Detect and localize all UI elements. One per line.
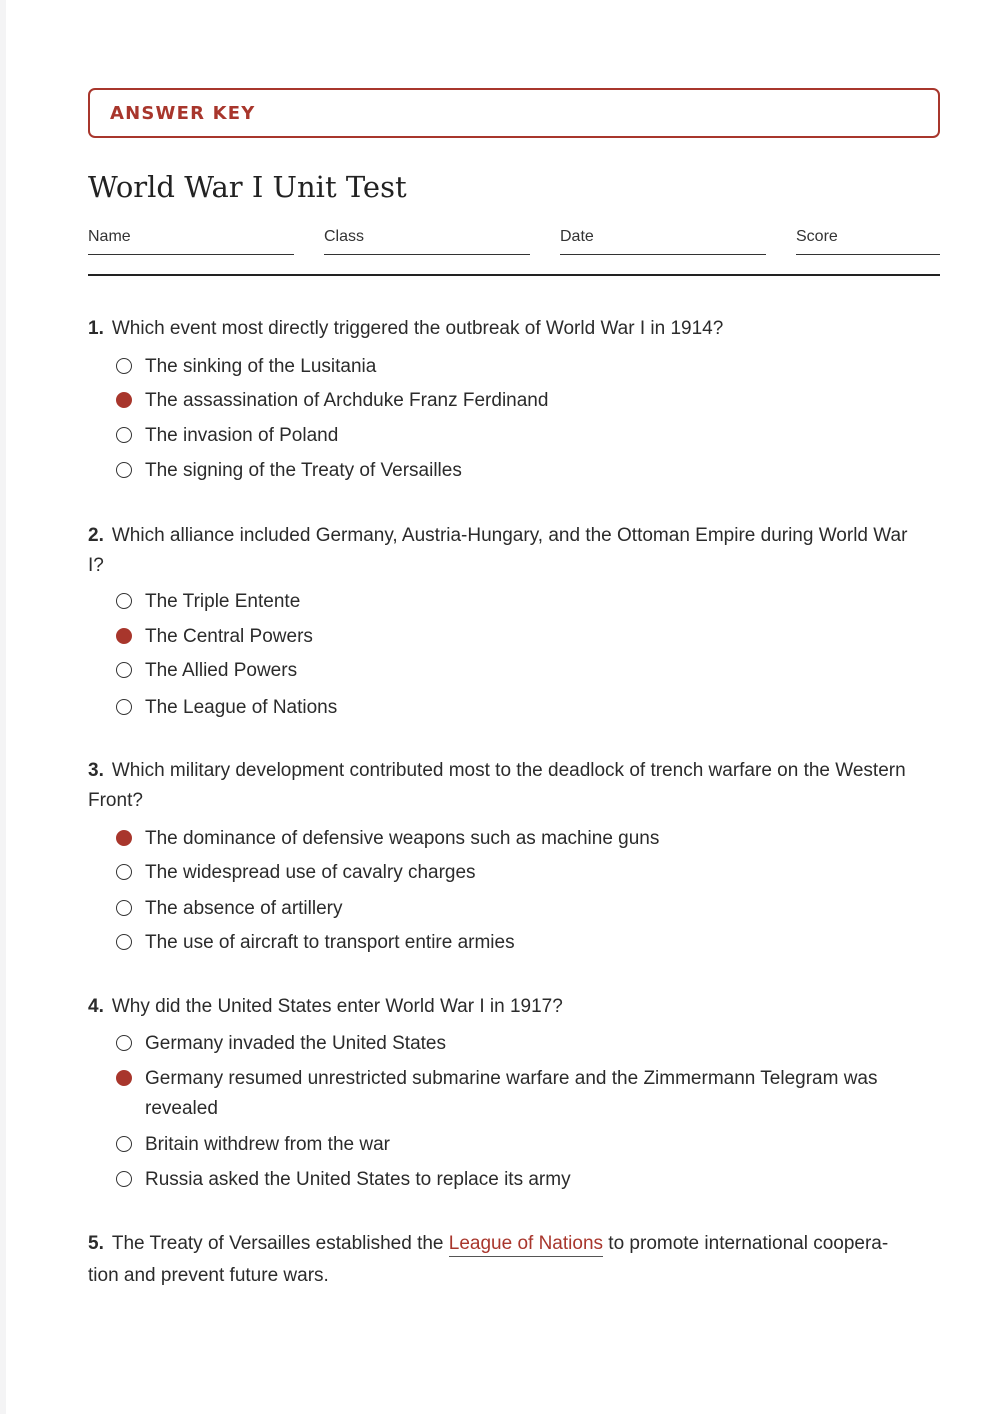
question-1 — [88, 314, 918, 344]
option-label: The Allied Powers — [145, 660, 298, 681]
option-label: Russia asked the United States to replace its army — [145, 1169, 571, 1190]
radio-unselected-icon[interactable] — [116, 462, 132, 478]
question-text: Which event most directly triggered the outbreak of World War I in 1914? — [111, 318, 724, 339]
question-number: 5. — [88, 1233, 104, 1254]
question-2 — [88, 521, 918, 581]
option-label: The League of Nations — [145, 697, 338, 718]
question-text: Why did the United States enter World War I in 1917? — [111, 996, 563, 1017]
score-field-label: Score — [796, 228, 838, 245]
option-label: The assassination of Archduke Franz Ferdinand — [145, 390, 549, 411]
question-text: Which alliance included Germany, Austria-Hungary, and the Ottoman Empire during World War I? — [88, 525, 908, 576]
option-label: The Triple Entente — [145, 591, 301, 612]
option-label: Germany resumed unrestricted submarine warfare and the Zimmermann Telegram was revealed — [145, 1068, 878, 1119]
answer-key-label: ANSWER KEY — [110, 103, 256, 124]
class-field[interactable] — [324, 226, 530, 255]
option-label: Germany invaded the United States — [145, 1033, 447, 1054]
question-text-after: to promote international coopera-tion and prevent future wars. — [88, 1233, 889, 1286]
option-label: The use of aircraft to transport entire armies — [145, 932, 515, 953]
question-4 — [88, 992, 918, 1022]
radio-unselected-icon[interactable] — [116, 662, 132, 678]
option-label: The Central Powers — [145, 626, 313, 647]
question-3 — [88, 756, 918, 816]
radio-unselected-icon[interactable] — [116, 1035, 132, 1051]
radio-selected-icon[interactable] — [116, 830, 132, 846]
radio-unselected-icon[interactable] — [116, 1171, 132, 1187]
radio-unselected-icon[interactable] — [116, 934, 132, 950]
score-field[interactable] — [796, 226, 940, 255]
radio-selected-icon[interactable] — [116, 1070, 132, 1086]
date-field-label: Date — [560, 228, 594, 245]
radio-unselected-icon[interactable] — [116, 699, 132, 715]
option-label: The invasion of Poland — [145, 425, 339, 446]
option-label: The dominance of defensive weapons such as machine guns — [145, 828, 660, 849]
fill-in-answer[interactable]: League of Nations — [449, 1233, 603, 1257]
class-field-label: Class — [324, 228, 365, 245]
option-label: The absence of artillery — [145, 898, 343, 919]
header-divider — [88, 274, 940, 276]
name-field-label: Name — [88, 228, 131, 245]
worksheet-page — [6, 0, 1000, 1414]
date-field[interactable] — [560, 226, 766, 255]
radio-selected-icon[interactable] — [116, 392, 132, 408]
question-number: 3. — [88, 760, 104, 781]
option-label: The widespread use of cavalry charges — [145, 862, 476, 883]
question-text: Which military development contributed most to the deadlock of trench warfare on the Western Front? — [88, 760, 906, 811]
question-5 — [88, 1228, 918, 1292]
question-number: 4. — [88, 996, 104, 1017]
radio-selected-icon[interactable] — [116, 628, 132, 644]
radio-unselected-icon[interactable] — [116, 593, 132, 609]
question-text-before: The Treaty of Versailles established the — [111, 1233, 444, 1254]
option-label: The signing of the Treaty of Versailles — [145, 460, 462, 481]
name-field[interactable] — [88, 226, 294, 255]
option-label: Britain withdrew from the war — [145, 1134, 390, 1155]
question-number: 1. — [88, 318, 104, 339]
answer-key-banner — [88, 88, 940, 138]
radio-unselected-icon[interactable] — [116, 427, 132, 443]
option-label: The sinking of the Lusitania — [145, 356, 377, 377]
question-number: 2. — [88, 525, 104, 546]
radio-unselected-icon[interactable] — [116, 900, 132, 916]
page-title: World War I Unit Test — [88, 170, 407, 204]
radio-unselected-icon[interactable] — [116, 1136, 132, 1152]
radio-unselected-icon[interactable] — [116, 864, 132, 880]
radio-unselected-icon[interactable] — [116, 358, 132, 374]
